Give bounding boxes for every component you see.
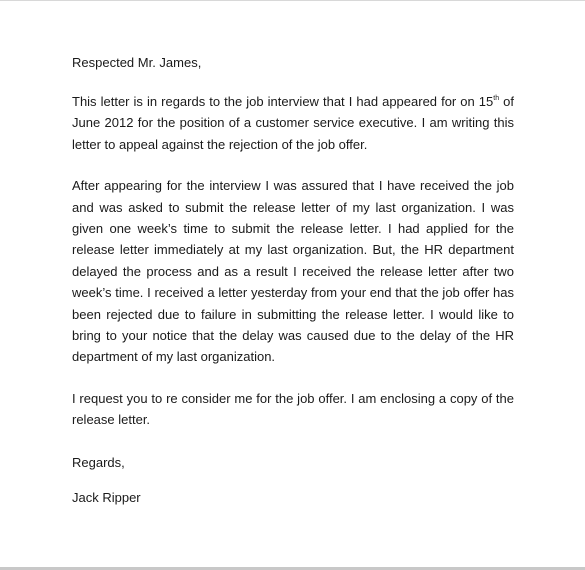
- ordinal-superscript: th: [493, 95, 500, 102]
- letter-closing: Regards,: [72, 454, 125, 470]
- letter-paragraph-3: I request you to re consider me for the job offer. I am enclosing a copy of the release letter.: [72, 390, 514, 428]
- letter-paragraph-2: After appearing for the interview I was assured that I have received the job and was asked to submit the release letter of my last organization. I was given one week’s time to submit the release letter. I had applied for the release letter immediately at my last organization. But, the HR department delayed the process and as a result I received the release letter after two week’s time. I received a letter yesterday from your end that the job offer has been rejected due to failure in submitting the release letter. I would like to bring to your notice that the delay was caused due to the delay of the HR department of my last organization.: [72, 178, 514, 365]
- spacer: [72, 473, 514, 487]
- paragraph-1-text-end: of June 2012 for the position of a customer service executive. I am writing this letter to appeal against the rejection of the job offer.: [72, 94, 514, 152]
- spacer: [72, 155, 514, 175]
- paragraph-1-text-start: This letter is in regards to the job interview that I had appeared for on 15: [72, 94, 494, 109]
- letter-body: [72, 52, 514, 508]
- spacer: [72, 73, 514, 91]
- spacer: [72, 431, 514, 452]
- letter-salutation: Respected Mr. James,: [72, 55, 202, 70]
- letter-signature: Jack Ripper: [72, 489, 141, 505]
- page-top-border: [0, 0, 585, 1]
- spacer: [72, 368, 514, 388]
- letter-paragraph-1: [72, 91, 514, 155]
